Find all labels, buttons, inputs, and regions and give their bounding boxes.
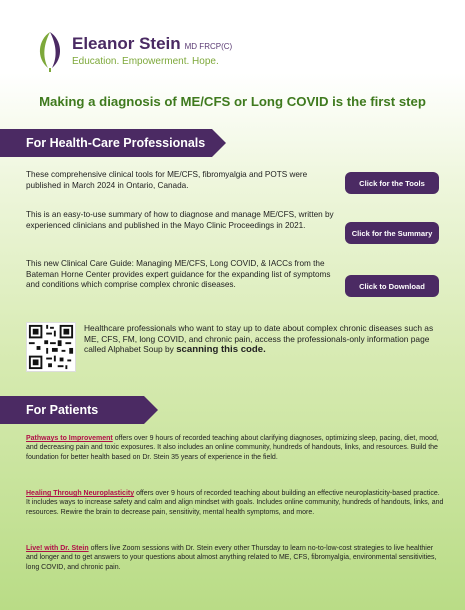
logo-credentials: MD FRCP(C) bbox=[184, 42, 233, 51]
section-heading-patients: For Patients bbox=[0, 396, 144, 424]
pathways-link[interactable]: Pathways to Improvement bbox=[26, 435, 113, 442]
patient-item-pathways: Pathways to Improvement offers over 9 hours of recorded teaching about clarifying diagnoses, optimizing sleep, pacing, diet, mood, and decreasing pain and toxic exposures. It also includes an online community, hundreds of handouts, links, and resources. Build the foundation for better health based on Dr. Stein 35 years of experience in the field. bbox=[26, 435, 439, 461]
live-sessions-link[interactable]: Live! with Dr. Stein bbox=[26, 545, 89, 552]
hcp-item-tools-text: These comprehensive clinical tools for ME/CFS, fibromyalgia and POTS were published in March 2024 in Ontario, Canada. bbox=[26, 170, 308, 190]
qr-row bbox=[26, 322, 446, 374]
logo-tagline: Education. Empowerment. Hope. bbox=[72, 56, 219, 67]
qr-cta: scanning this code. bbox=[176, 344, 266, 356]
hcp-item-guide-text: This new Clinical Care Guide: Managing ME/CFS, Long COVID, & IACCs from the Bateman Horne Center provides expert guidance for the expanding list of symptoms and conditions which comprise complex chronic diseases. bbox=[26, 259, 331, 290]
logo bbox=[34, 28, 294, 78]
section-heading-hcp: For Health-Care Professionals bbox=[0, 129, 212, 157]
logo-name: Eleanor Stein MD FRCP(C) bbox=[72, 34, 233, 53]
logo-leaf-icon bbox=[34, 28, 66, 72]
tools-button[interactable]: Click for the Tools bbox=[345, 172, 439, 194]
summary-button[interactable]: Click for the Summary bbox=[345, 222, 439, 244]
patient-item-neuroplasticity: Healing Through Neuroplasticity offers over 9 hours of recorded teaching about building an effective neuroplasticity-based practice. It includes ways to increase safety and calm and align mindset with goals. Includes online community, hundreds of handouts, links, and resources. Rewire the brain to decrease pain, sensitivity, mental health symptoms, and more. bbox=[26, 490, 444, 516]
hcp-item-summary-text: This is an easy-to-use summary of how to diagnose and manage ME/CFS, written by experienced clinicians and published in the Mayo Clinic Proceedings in 2021. bbox=[26, 210, 334, 230]
neuroplasticity-link[interactable]: Healing Through Neuroplasticity bbox=[26, 490, 135, 497]
qr-code-icon[interactable] bbox=[26, 322, 76, 372]
page-title: Making a diagnosis of ME/CFS or Long COVID is the first step bbox=[39, 94, 426, 109]
download-button[interactable]: Click to Download bbox=[345, 275, 439, 297]
patient-item-live: Live! with Dr. Stein offers live Zoom sessions with Dr. Stein every other Thursday to learn no-to-low-cost strategies to live healthier and longer and to get answers to your questions about almost anything related to ME, CFS, fibromyalgia, environmental sensitivities, long COVID, and chronic pain. bbox=[26, 545, 437, 571]
qr-description: Healthcare professionals who want to stay up to date about complex chronic diseases such as ME, CFS, FM, long COVID, and chronic pain, access the professionals-only information page called Alphabet Soup by scanning this code. bbox=[84, 323, 434, 356]
